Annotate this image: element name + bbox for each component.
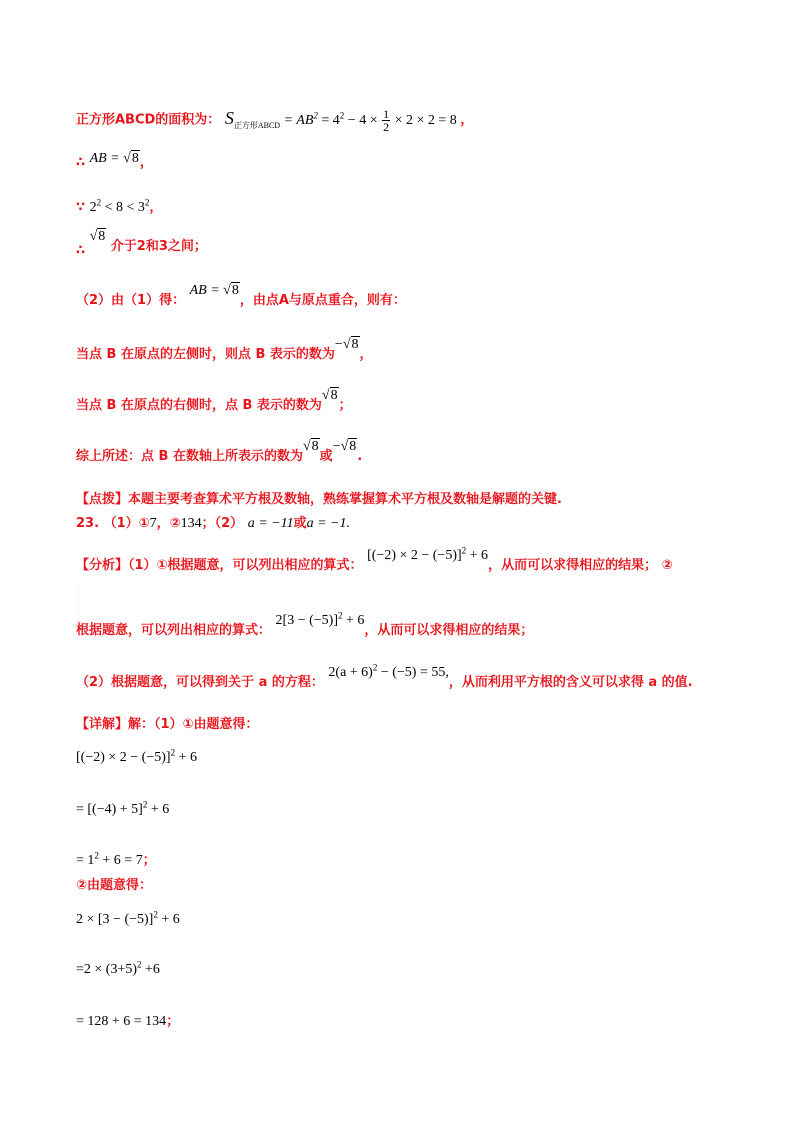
left-side-line: 当点 B 在原点的左侧时，则点 B 表示的数为−√8， bbox=[76, 337, 373, 362]
sqrt8-a: √8 bbox=[302, 439, 319, 454]
expr-1: $[(-2) \times 2 - (-5)]^2 + 6$ bbox=[367, 545, 489, 563]
therefore-symbol-2: ∴ bbox=[76, 243, 86, 258]
equation: $2(a + 6)^2 - (-5) = 55$, bbox=[328, 662, 449, 680]
therefore-ab-line: ∴ AB = √8， bbox=[76, 151, 153, 170]
ab-sqrt8-2: AB = √8 bbox=[189, 283, 239, 298]
analysis-line-1: 【分析】（1）①根据题意，可以列出相应的算式： $[(-2) \times 2 - (-5)]^2 + 6$，从而可以求得相应的结果； ② bbox=[76, 545, 673, 573]
analysis-label: 【分析】（1）①根据题意，可以列出相应的算式： bbox=[76, 558, 363, 573]
answer-2: 134 bbox=[180, 516, 202, 531]
step-2: = $[(-4) + 5]^2 + 6$ bbox=[76, 799, 170, 817]
neg-sqrt8-b: −√8 bbox=[332, 439, 357, 454]
step-6: = 128 + 6 = 134； bbox=[76, 1014, 180, 1029]
analysis-line-3: （2）根据题意，可以得到关于 a 的方程： $2(a + 6)^2 - (-5) = 55$,，从而利用平方根的含义可以求得 a 的值. bbox=[76, 662, 693, 690]
between-line bbox=[76, 229, 207, 258]
sqrt8: √8 bbox=[89, 229, 106, 244]
step-5: $=2 \times (3+5)^2 +6$ bbox=[76, 959, 160, 977]
expr-2: $2[3 - (-5)]^2 + 6$ bbox=[275, 610, 365, 628]
ab-sqrt8: AB = √8 bbox=[89, 151, 139, 166]
part2-line bbox=[76, 283, 406, 310]
area-label: 正方形ABCD的面积为： bbox=[76, 112, 221, 128]
answer-a2: a = −1. bbox=[306, 516, 350, 531]
part2-header: ②由题意得： bbox=[76, 878, 153, 893]
analysis-line-2: 根据题意，可以列出相应的算式： $2[3 - (-5)]^2 + 6$，从而可以求得相应的结果； bbox=[76, 610, 534, 638]
answer-1: 7 bbox=[149, 516, 157, 531]
detail-header: 【详解】解：（1）①由题意得： bbox=[76, 717, 259, 732]
area-formula: $S_{正方形ABCD} = AB^2 = 4^2 - 4$ × $\frac{1}{2}$ × 2 × 2 = 8 bbox=[224, 107, 457, 134]
neg-sqrt8: −√8 bbox=[334, 337, 359, 352]
right-side-line: 当点 B 在原点的右侧时，点 B 表示的数为√8； bbox=[76, 388, 352, 413]
inequality: $2^2 < 8 < 3^2$ bbox=[89, 197, 150, 215]
tip-line: 【点拨】本题主要考查算术平方根及数轴，熟练掌握算术平方根及数轴是解题的关键. bbox=[76, 492, 562, 507]
step-4: $2 \times [3 - (-5)]^2 + 6$ bbox=[76, 909, 180, 927]
half-fraction: $\frac{1}{2}$ bbox=[383, 107, 390, 134]
origin-text: ，由点A与原点重合，则有： bbox=[239, 293, 406, 308]
right-side-text: 当点 B 在原点的右侧时，点 B 表示的数为 bbox=[76, 398, 322, 413]
step-3: = $1^2 + 6 = 7$； bbox=[76, 850, 156, 868]
question-number: 23. bbox=[76, 516, 100, 531]
area-line: 正方形ABCD的面积为： $S_{正方形ABCD} = AB^2 = 4^2 - 4$ × $\frac{1}{2}$ × 2 × 2 = 8 ， bbox=[76, 107, 474, 134]
between-text: 介于2和3之间； bbox=[110, 239, 207, 254]
q23-answer-line: 23. （1）①7，②134；（2） a = −11或a = −1. bbox=[76, 516, 350, 531]
therefore-symbol: ∴ bbox=[76, 155, 86, 170]
because-symbol: ∵ bbox=[76, 200, 86, 215]
step-1: $[(-2) \times 2 - (-5)]^2 + 6$ bbox=[76, 747, 197, 765]
answer-a1: a = −11 bbox=[247, 516, 294, 531]
part2-label: （2）由（1）得： bbox=[76, 293, 186, 308]
left-side-text: 当点 B 在原点的左侧时，则点 B 表示的数为 bbox=[76, 347, 335, 362]
because-line: ∵ $2^2 < 8 < 3^2$， bbox=[76, 197, 163, 215]
summary-line: 综上所述：点 B 在数轴上所表示的数为√8或−√8. bbox=[76, 439, 363, 464]
pos-sqrt8: √8 bbox=[321, 388, 338, 403]
faint-margin-mark bbox=[78, 582, 79, 622]
summary-text: 综上所述：点 B 在数轴上所表示的数为 bbox=[76, 449, 303, 464]
